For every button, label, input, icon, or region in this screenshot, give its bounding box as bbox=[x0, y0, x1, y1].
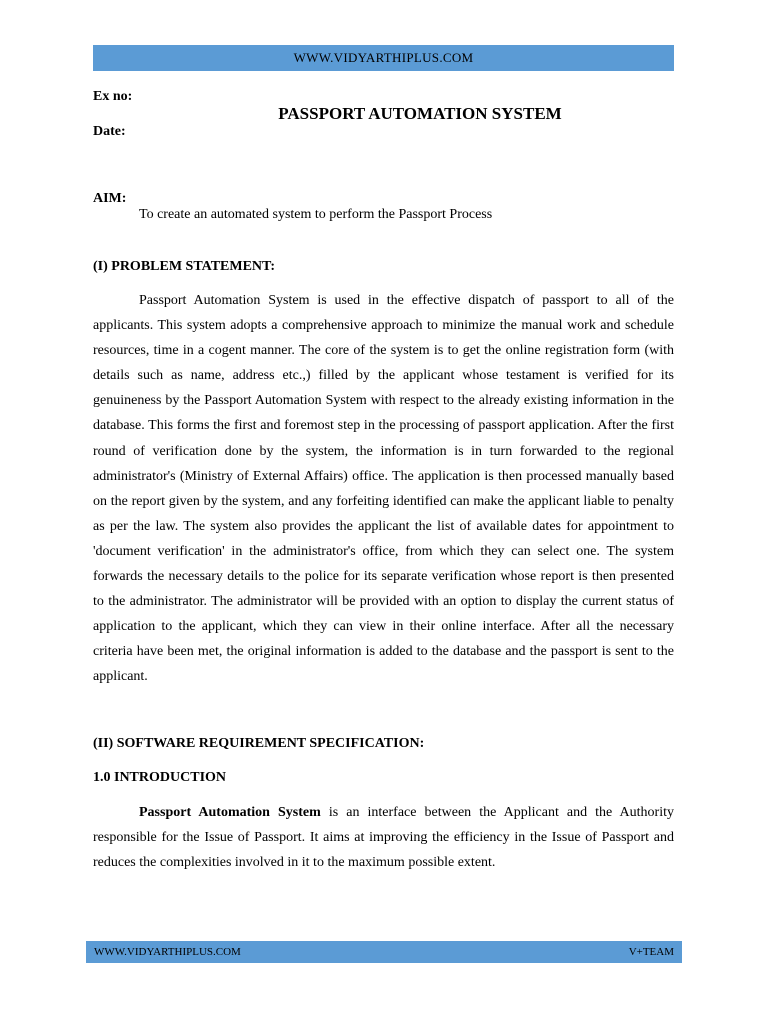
exno-label: Ex no: bbox=[93, 89, 133, 104]
introduction-bold-lead: Passport Automation System bbox=[139, 805, 321, 820]
introduction-paragraph-rest: is an interface between the Applicant and the Authority responsible for the Issue of Passport. It aims at improving the efficiency in the Issue of Passport and reduces the complexities involved in it to the maximum possible extent. bbox=[93, 805, 674, 871]
footer-team-label: V+TEAM bbox=[628, 946, 674, 958]
problem-statement-paragraph: Passport Automation System is used in the effective dispatch of passport to all of the applicants. This system adopts a comprehensive approach to minimize the manual work and schedule resources, time in a cogent manner. The core of the system is to get the online registration form (with details such as name, address etc.,) filled by the applicant whose testament is verified for its genuineness by the Passport Automation System with respect to the already existing information in the database. This forms the first and foremost step in the processing of passport application. After the first round of verification done by the system, the information is in turn forwarded to the regional administrator's (Ministry of External Affairs) office. The application is then processed manually based on the report given by the system, and any forfeiting identified can make the applicant liable to penalty as per the law. The system also provides the applicant the list of available dates for appointment to 'document verification' in the administrator's office, from which they can select one. The system forwards the necessary details to the police for its separate verification whose report is then presented to the administrator. The administrator will be provided with an option to display the current status of application to the applicant, which they can view in their online interface. After all the necessary criteria have been met, the original information is added to the database and the passport is sent to the applicant. bbox=[93, 293, 674, 685]
header-site-link[interactable]: WWW.VIDYARTHIPLUS.COM bbox=[293, 50, 474, 65]
date-label: Date: bbox=[93, 124, 126, 139]
footer-site-link[interactable]: WWW.VIDYARTHIPLUS.COM bbox=[94, 946, 241, 958]
srs-heading: (II) SOFTWARE REQUIREMENT SPECIFICATION: bbox=[93, 736, 425, 751]
problem-statement-heading: (I) PROBLEM STATEMENT: bbox=[93, 259, 276, 274]
aim-text: To create an automated system to perform the Passport Process bbox=[139, 207, 493, 222]
aim-label: AIM: bbox=[93, 191, 127, 206]
footer-bar bbox=[86, 941, 682, 963]
header-bar bbox=[93, 45, 674, 71]
introduction-heading: 1.0 INTRODUCTION bbox=[93, 770, 227, 785]
introduction-paragraph bbox=[93, 800, 674, 875]
document-title: PASSPORT AUTOMATION SYSTEM bbox=[278, 104, 562, 123]
